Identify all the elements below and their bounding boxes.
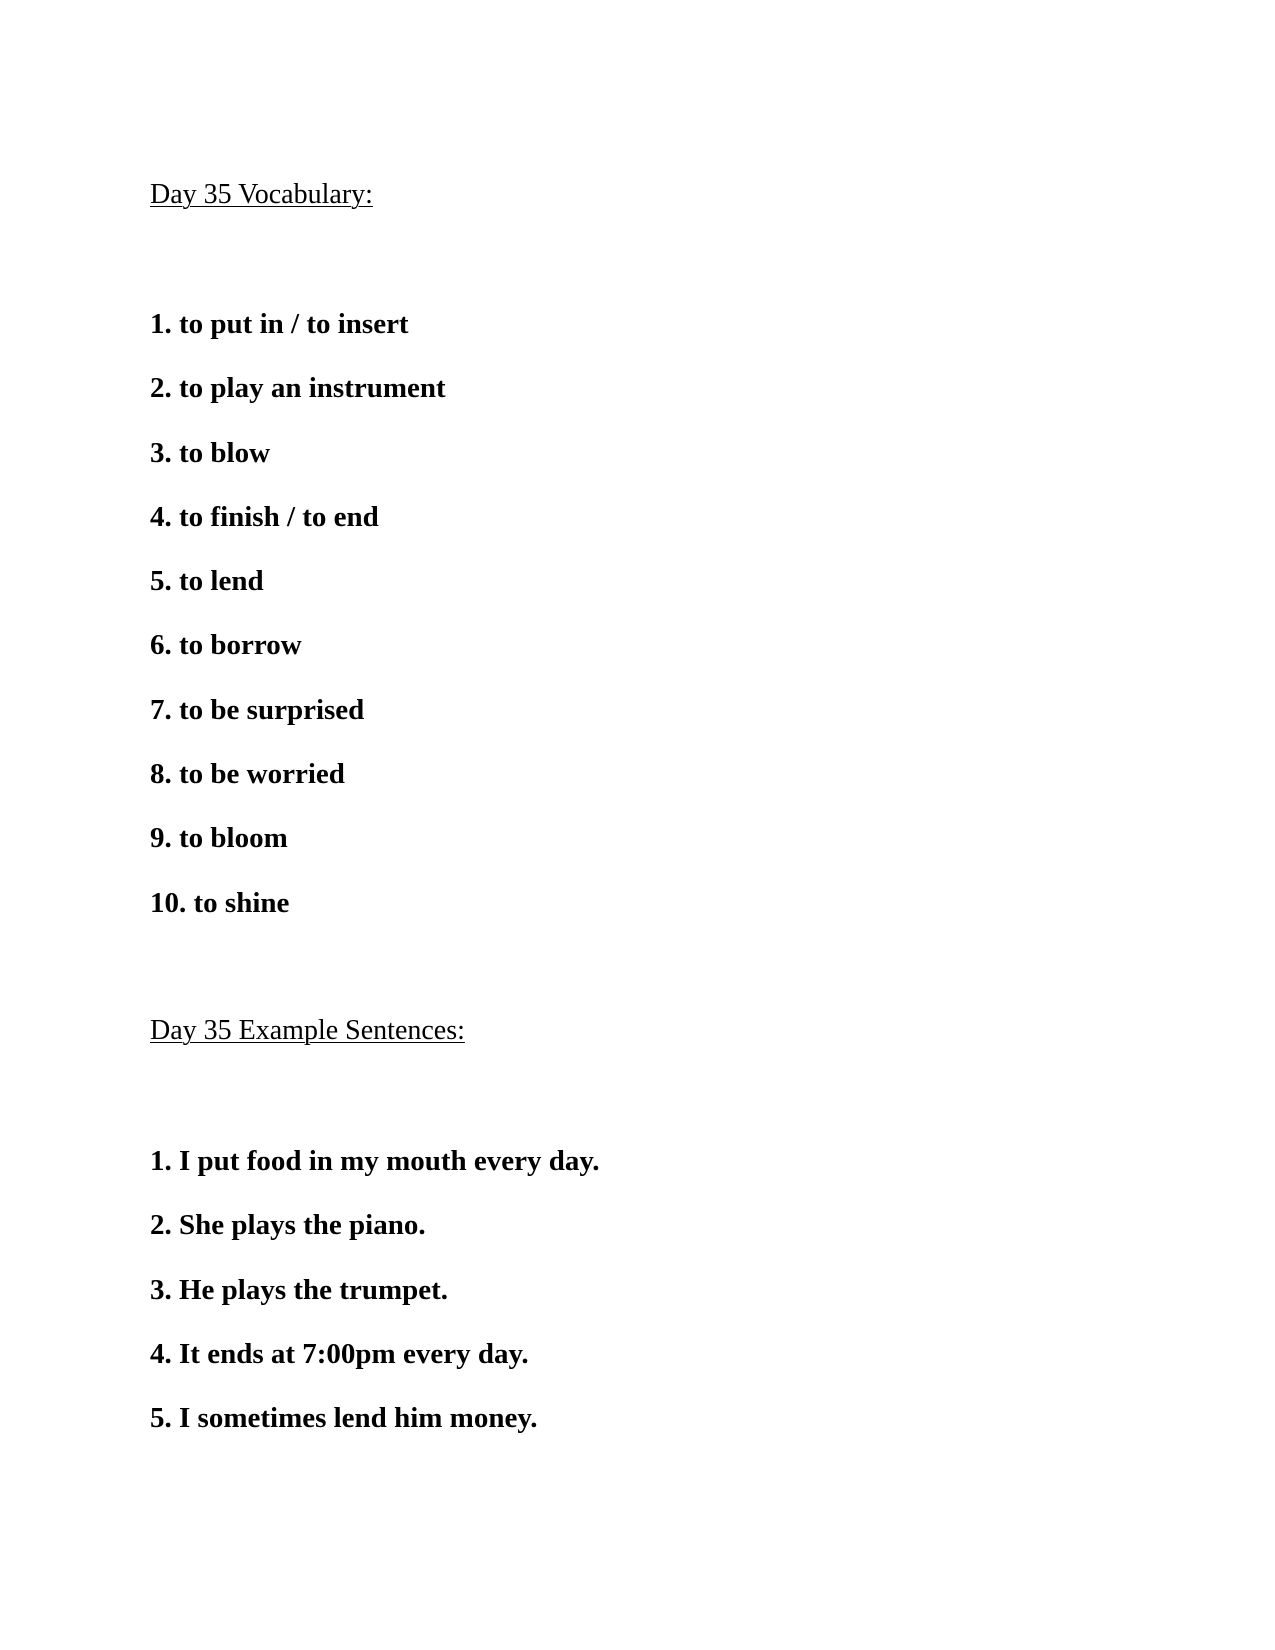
item-number: 2.	[150, 372, 172, 405]
item-number: 1.	[150, 1145, 172, 1177]
item-number: 5.	[150, 565, 172, 598]
item-number: 3.	[150, 1273, 172, 1306]
sentence-item	[150, 1273, 600, 1307]
item-number: 10.	[150, 886, 187, 919]
item-text: He plays the trumpet.	[179, 1273, 449, 1306]
item-number: 6.	[150, 629, 172, 662]
item-text: to shine	[193, 886, 290, 919]
item-text: to borrow	[179, 629, 302, 662]
item-text: to put in / to insert	[179, 308, 409, 340]
item-text: to be worried	[179, 758, 345, 791]
vocabulary-item	[150, 886, 446, 920]
item-text: I sometimes lend him money.	[179, 1402, 538, 1435]
item-number: 9.	[150, 822, 172, 855]
vocabulary-item	[150, 307, 446, 341]
item-number: 4.	[150, 1337, 172, 1370]
vocabulary-item	[150, 500, 446, 534]
item-number: 4.	[150, 500, 172, 533]
item-number: 3.	[150, 436, 172, 469]
item-text: to be surprised	[179, 693, 365, 726]
item-number: 7.	[150, 693, 172, 726]
vocabulary-item	[150, 757, 446, 791]
vocabulary-item	[150, 628, 446, 662]
item-text: It ends at 7:00pm every day.	[179, 1337, 529, 1370]
vocabulary-heading: Day 35 Vocabulary:	[150, 179, 373, 210]
item-number: 1.	[150, 308, 172, 340]
item-number: 8.	[150, 758, 172, 791]
sentence-item	[150, 1401, 600, 1435]
sentence-item	[150, 1144, 600, 1178]
vocabulary-list	[150, 307, 446, 950]
vocabulary-item	[150, 693, 446, 727]
item-text: to blow	[179, 436, 271, 469]
item-number: 2.	[150, 1209, 172, 1242]
sentences-list	[150, 1144, 600, 1465]
vocabulary-item	[150, 564, 446, 598]
item-text: I put food in my mouth every day.	[179, 1145, 600, 1177]
sentence-item	[150, 1208, 600, 1242]
item-number: 5.	[150, 1402, 172, 1435]
vocabulary-item	[150, 821, 446, 855]
vocabulary-item	[150, 371, 446, 405]
vocabulary-item	[150, 436, 446, 470]
item-text: She plays the piano.	[179, 1209, 426, 1242]
item-text: to play an instrument	[179, 372, 446, 405]
item-text: to bloom	[179, 822, 288, 855]
item-text: to lend	[179, 565, 264, 598]
sentences-heading: Day 35 Example Sentences:	[150, 1015, 465, 1046]
item-text: to finish / to end	[179, 500, 379, 533]
sentence-item	[150, 1337, 600, 1371]
